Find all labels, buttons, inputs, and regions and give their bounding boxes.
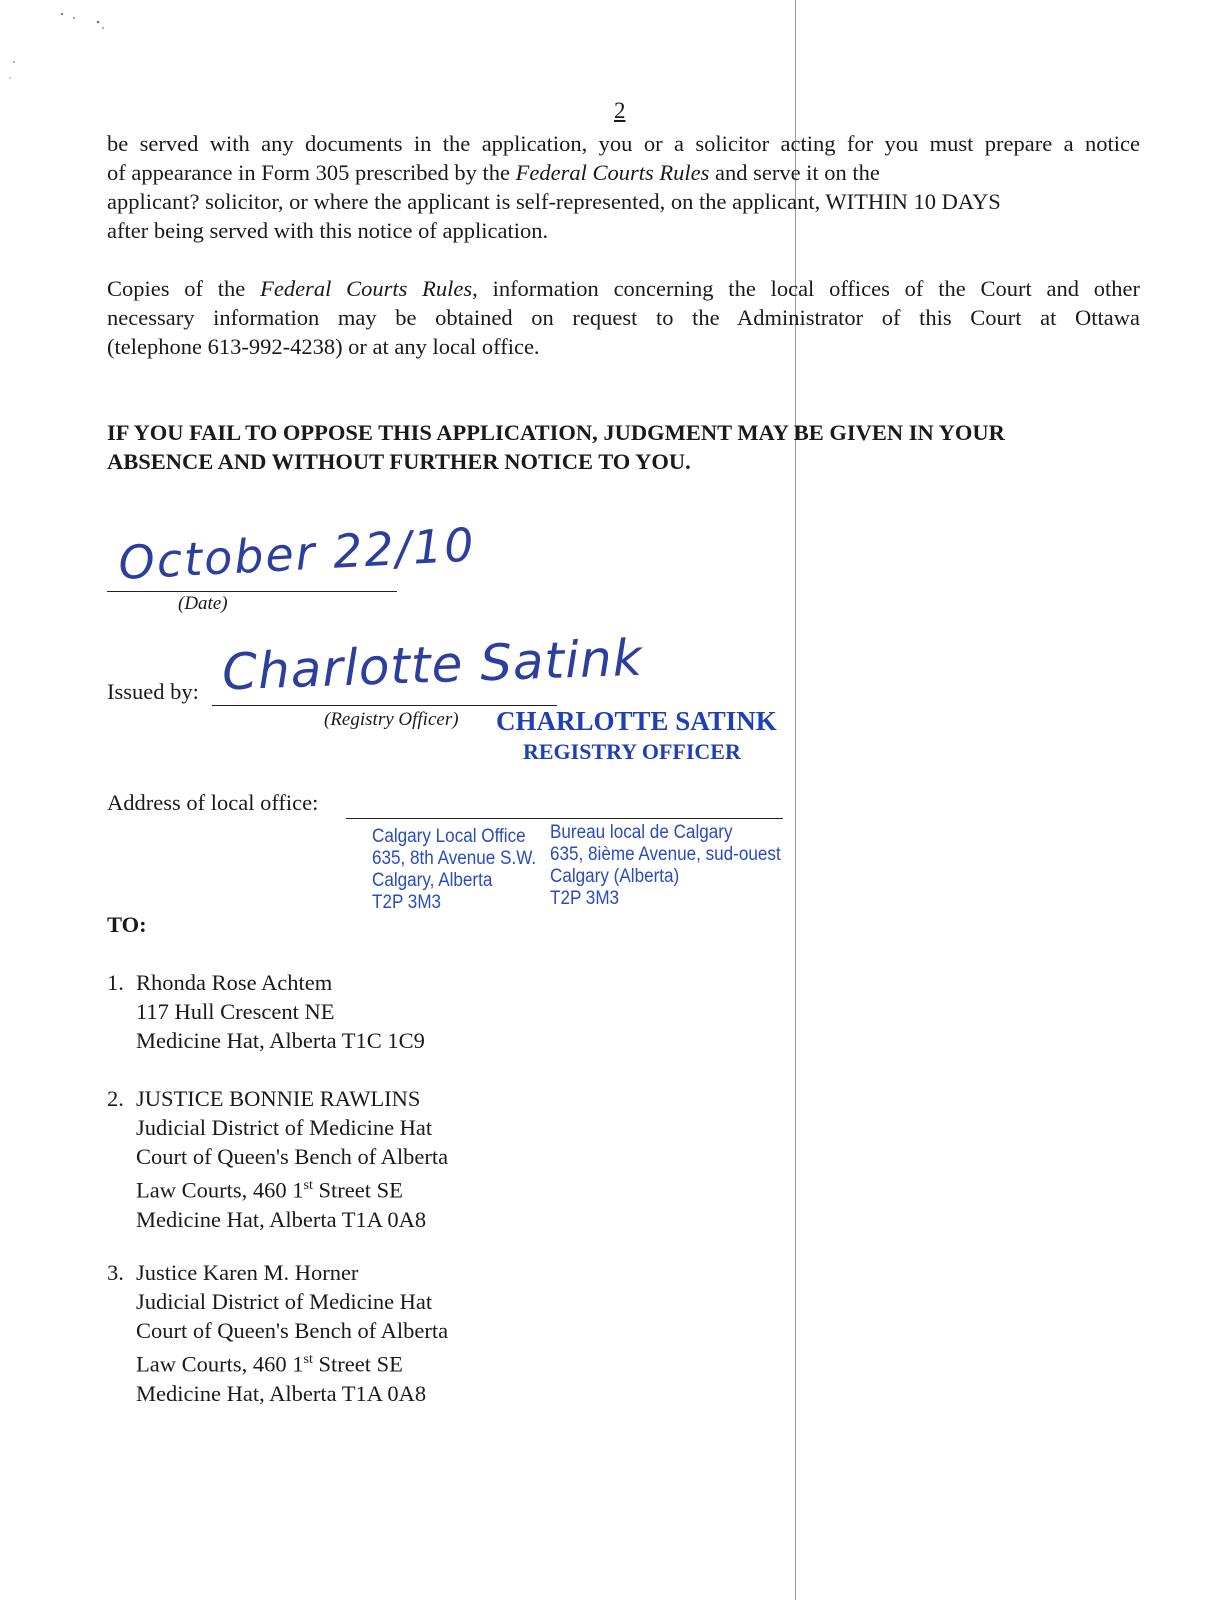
paragraph-line: applicant? solicitor, or where the applicant is self-represented, on the applicant, WITHIN 10 DAYS [107, 189, 1001, 214]
address-line [346, 818, 783, 819]
recipient-item [107, 1084, 448, 1234]
notice-paragraph-appearance [107, 129, 1140, 245]
recipient-name: Justice Karen M. Horner [136, 1260, 359, 1285]
recipient-name: Rhonda Rose Achtem [136, 970, 333, 995]
paragraph-line: Copies of the Federal Courts Rules, information concerning the local offices of the Court and other [107, 276, 1141, 301]
default-judgment-warning: IF YOU FAIL TO OPPOSE THIS APPLICATION, JUDGMENT MAY BE GIVEN IN YOUR ABSENCE AND WITHOUT FURTHER NOTICE TO YOU. [107, 420, 1005, 474]
recipient-number: 2. [107, 1086, 124, 1111]
recipient-address-line: Law Courts, 460 1st Street SE [136, 1351, 403, 1377]
local-office-stamp-english: Calgary Local Office 635, 8th Avenue S.W. Calgary, Alberta T2P 3M3 [372, 826, 537, 913]
officer-title-stamp: REGISTRY OFFICER [523, 739, 741, 764]
to-label: TO: [107, 912, 147, 937]
recipient-number: 1. [107, 970, 124, 995]
notice-paragraph-copies [107, 274, 1140, 361]
recipient-address-line: Law Courts, 460 1st Street SE [136, 1177, 403, 1203]
recipient-address-line: Medicine Hat, Alberta T1A 0A8 [136, 1380, 427, 1406]
registry-officer-caption: (Registry Officer) [324, 709, 459, 730]
paragraph-line: necessary information may be obtained on request to the Administrator of this Court at Ottawa [107, 305, 1140, 330]
paragraph-line: be served with any documents in the application, you or a solicitor acting for you must prepare a notice [107, 131, 1140, 156]
registry-officer-signature: Charlotte Satink [221, 628, 644, 702]
recipient-number: 3. [107, 1260, 124, 1285]
handwritten-date: October 22/10 [117, 517, 477, 590]
paragraph-line: of appearance in Form 305 prescribed by the Federal Courts Rules and serve it on the [107, 160, 880, 185]
page-number: 2 [614, 98, 626, 123]
date-signature-line [107, 591, 397, 592]
recipient-address-line: Medicine Hat, Alberta T1C 1C9 [136, 1028, 425, 1053]
recipient-address-line: 117 Hull Crescent NE [136, 999, 335, 1024]
paragraph-line: after being served with this notice of application. [107, 218, 549, 243]
recipient-item [107, 1258, 448, 1408]
date-caption: (Date) [178, 593, 228, 614]
rules-title: Federal Courts Rules [515, 160, 710, 185]
issued-by-label: Issued by: [107, 679, 199, 704]
rules-title: Federal Courts Rules [260, 276, 473, 301]
recipient-item [107, 968, 425, 1055]
local-office-stamp-french: Bureau local de Calgary 635, 8ième Avenue, sud-ouest Calgary (Alberta) T2P 3M3 [550, 822, 781, 909]
officer-name-stamp: CHARLOTTE SATINK [496, 706, 777, 736]
recipient-address-line: Judicial District of Medicine Hat [136, 1289, 433, 1314]
recipient-address-line: Court of Queen's Bench of Alberta [136, 1144, 449, 1169]
recipient-address-line: Judicial District of Medicine Hat [136, 1115, 433, 1140]
recipient-address-line: Court of Queen's Bench of Alberta [136, 1318, 449, 1343]
recipient-name: JUSTICE BONNIE RAWLINS [136, 1086, 421, 1111]
local-office-address-label: Address of local office: [107, 790, 319, 815]
paragraph-line: (telephone 613-992-4238) or at any local office. [107, 334, 540, 359]
scan-specks-icon [0, 0, 140, 100]
recipient-address-line: Medicine Hat, Alberta T1A 0A8 [136, 1206, 427, 1232]
